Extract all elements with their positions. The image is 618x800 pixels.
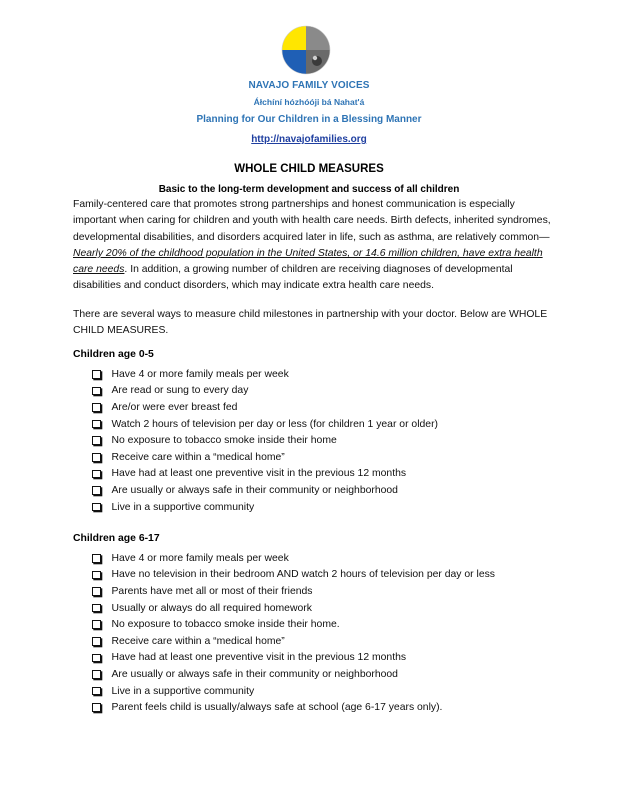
checklist-6-17 — [92, 550, 495, 716]
checklist-item — [92, 482, 438, 499]
checkbox-icon — [92, 670, 101, 679]
checklist-item-label: Receive care within a “medical home” — [111, 451, 285, 463]
checklist-item — [92, 633, 495, 650]
checklist-item — [92, 416, 438, 433]
checklist-item-label: Usually or always do all required homework — [111, 602, 312, 614]
page-title: WHOLE CHILD MEASURES — [234, 163, 384, 175]
checkbox-icon — [92, 654, 101, 663]
checkbox-icon — [92, 387, 101, 396]
checklist-item-label: Parents have met all or most of their friends — [111, 585, 313, 597]
checklist-item — [92, 550, 495, 567]
measures-paragraph: There are several ways to measure child milestones in partnership with your doctor. Below are WHOLE CHILD MEASURES. — [73, 309, 548, 337]
checklist-item-label: Watch 2 hours of television per day or less (for children 1 year or older) — [111, 418, 438, 430]
org-name: NAVAJO FAMILY VOICES — [248, 80, 370, 91]
checklist-item — [92, 432, 438, 449]
website-link[interactable]: http://navajofamilies.org — [251, 134, 367, 145]
checklist-item-label: Receive care within a “medical home” — [111, 635, 285, 647]
checklist-item-label: Are usually or always safe in their community or neighborhood — [111, 668, 398, 680]
checkbox-icon — [92, 436, 101, 445]
header-subtitle: Planning for Our Children in a Blessing Manner — [196, 114, 422, 125]
intro-text-end: . In addition, a growing number of children are receiving diagnoses of developmental disabilities and conduct disorders, which may indicate extra health care needs. — [73, 264, 513, 292]
section-heading-0-5: Children age 0-5 — [73, 349, 154, 360]
checklist-item — [92, 399, 438, 416]
circle-logo-icon — [281, 25, 331, 75]
checkbox-icon — [92, 420, 101, 429]
checklist-item — [92, 683, 495, 700]
intro-paragraph — [73, 197, 551, 295]
checklist-item — [92, 616, 495, 633]
checklist-item-label: Have 4 or more family meals per week — [111, 552, 289, 564]
checklist-item-label: Live in a supportive community — [111, 501, 255, 513]
checklist-item — [92, 383, 438, 400]
section-heading-6-17: Children age 6-17 — [73, 533, 160, 544]
checkbox-icon — [92, 486, 101, 495]
checklist-item-label: Have had at least one preventive visit in the previous 12 months — [111, 652, 407, 664]
checkbox-icon — [92, 453, 101, 462]
checkbox-icon — [92, 503, 101, 512]
checkbox-icon — [92, 703, 101, 712]
checkbox-icon — [92, 637, 101, 646]
intro-emphasis: Nearly 20% of the childhood population in the United States, or 14.6 million children, have extra health care needs — [73, 247, 543, 276]
checklist-item — [92, 583, 495, 600]
checklist-item — [92, 449, 438, 466]
checklist-item-label: Live in a supportive community — [111, 685, 255, 697]
checklist-item — [92, 466, 438, 483]
checkbox-icon — [92, 687, 101, 696]
checkbox-icon — [92, 370, 101, 379]
checkbox-icon — [92, 604, 101, 613]
checklist-item-label: Parent feels child is usually/always safe at school (age 6-17 years only). — [111, 702, 443, 714]
checkbox-icon — [92, 620, 101, 629]
checklist-item-label: Are usually or always safe in their community or neighborhood — [111, 484, 398, 496]
navajo-phrase: Áłchíní hózhóóji bá Nahat'á — [253, 97, 365, 107]
checklist-item-label: Have had at least one preventive visit in the previous 12 months — [111, 468, 407, 480]
checklist-item — [92, 366, 438, 383]
checkbox-icon — [92, 587, 101, 596]
checklist-item — [92, 567, 495, 584]
checkbox-icon — [92, 554, 101, 563]
checklist-item-label: Have 4 or more family meals per week — [111, 368, 289, 380]
checklist-item-label: No exposure to tobacco smoke inside their home. — [111, 619, 340, 631]
checklist-item — [92, 600, 495, 617]
checkbox-icon — [92, 470, 101, 479]
checklist-item — [92, 666, 495, 683]
checkbox-icon — [92, 571, 101, 580]
page-tagline: Basic to the long-term development and success of all children — [158, 184, 460, 195]
checkbox-icon — [92, 403, 101, 412]
checklist-item — [92, 499, 438, 516]
checklist-item — [92, 650, 495, 667]
checklist-item-label: Are/or were ever breast fed — [111, 401, 238, 413]
checklist-item-label: Have no television in their bedroom AND watch 2 hours of television per day or less — [111, 569, 495, 581]
checklist-item-label: No exposure to tobacco smoke inside their home — [111, 435, 337, 447]
intro-text-start: Family-centered care that promotes strong partnerships and honest communication is especially important when caring for children and youth with health care needs. Birth defects, inherited syndromes, developmental disabilities, and disorders acquired later in life, such as asthma, are relatively common— — [73, 199, 551, 243]
checklist-item-label: Are read or sung to every day — [111, 385, 249, 397]
checklist-0-5 — [92, 366, 438, 515]
checklist-item — [92, 699, 495, 716]
